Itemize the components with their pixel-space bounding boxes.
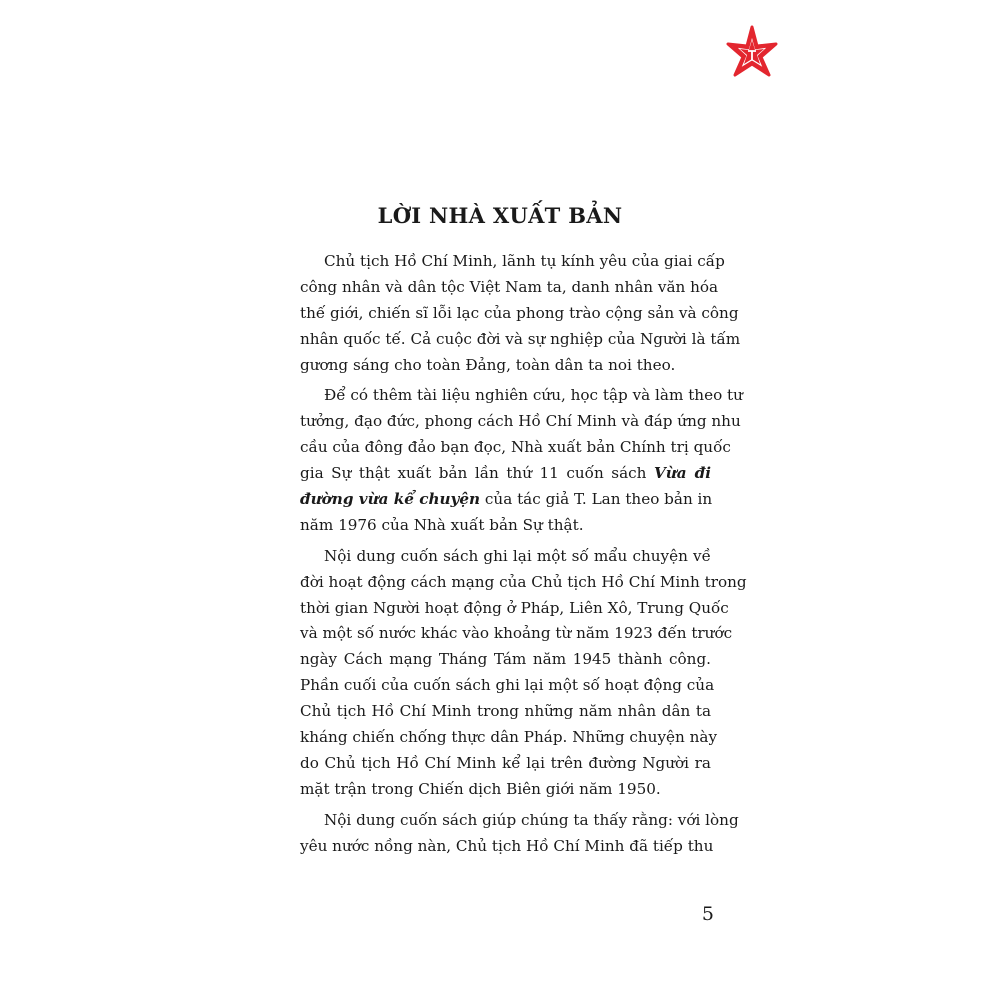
text-line: đời hoạt động cách mạng của Chủ tịch Hồ Chí Minh trong bbox=[300, 572, 747, 591]
publisher-star-logo-icon bbox=[722, 24, 782, 84]
text-segment: gia Sự thật xuất bản lần thứ 11 cuốn sách bbox=[300, 464, 654, 483]
body-text bbox=[300, 249, 747, 859]
book-title: đường vừa kể chuyện bbox=[300, 490, 481, 509]
text-line: công nhân và dân tộc Việt Nam ta, danh nhân văn hóa bbox=[300, 277, 719, 296]
text-line: tưởng, đạo đức, phong cách Hồ Chí Minh và đáp ứng nhu bbox=[300, 412, 741, 431]
paragraph-4 bbox=[300, 808, 739, 860]
text-line: năm 1976 của Nhà xuất bản Sự thật. bbox=[300, 515, 584, 534]
text-line: Nội dung cuốn sách giúp chúng ta thấy rằng: với lòng bbox=[324, 810, 739, 829]
text-line: nhân quốc tế. Cả cuộc đời và sự nghiệp của Người là tấm bbox=[300, 329, 741, 348]
paragraph-3 bbox=[300, 544, 747, 803]
text-line bbox=[300, 461, 711, 487]
text-line: thế giới, chiến sĩ lỗi lạc của phong trào cộng sản và công bbox=[300, 303, 739, 322]
text-line: Để có thêm tài liệu nghiên cứu, học tập và làm theo tư bbox=[324, 386, 743, 405]
text-line: mặt trận trong Chiến dịch Biên giới năm 1950. bbox=[300, 779, 661, 798]
text-line: yêu nước nồng nàn, Chủ tịch Hồ Chí Minh đã tiếp thu bbox=[300, 836, 714, 855]
book-title: Vừa đi bbox=[653, 464, 712, 483]
text-line bbox=[300, 487, 711, 513]
text-line: Phần cuối của cuốn sách ghi lại một số hoạt động của bbox=[300, 676, 715, 695]
text-line: thời gian Người hoạt động ở Pháp, Liên Xô, Trung Quốc bbox=[300, 598, 729, 617]
text-line: Chủ tịch Hồ Chí Minh, lãnh tụ kính yêu của giai cấp bbox=[324, 252, 725, 270]
paragraph-2 bbox=[300, 383, 743, 538]
text-line: cầu của đông đảo bạn đọc, Nhà xuất bản Chính trị quốc bbox=[300, 438, 731, 457]
text-line: gương sáng cho toàn Đảng, toàn dân ta noi theo. bbox=[300, 355, 676, 374]
text-segment: của tác giả T. Lan theo bản in bbox=[480, 490, 713, 509]
page-title: LỜI NHÀ XUẤT BẢN bbox=[377, 203, 623, 228]
paragraph-1 bbox=[300, 249, 741, 378]
text-line: do Chủ tịch Hồ Chí Minh kể lại trên đường Người ra bbox=[300, 753, 711, 772]
text-line: Chủ tịch Hồ Chí Minh trong những năm nhân dân ta bbox=[300, 702, 711, 721]
page-number: 5 bbox=[701, 903, 714, 925]
text-line: và một số nước khác vào khoảng từ năm 1923 đến trước bbox=[300, 624, 733, 643]
text-line: ngày Cách mạng Tháng Tám năm 1945 thành công. bbox=[300, 650, 711, 669]
text-line: Nội dung cuốn sách ghi lại một số mẩu chuyện về bbox=[324, 546, 711, 565]
text-line: kháng chiến chống thực dân Pháp. Những chuyện này bbox=[300, 728, 718, 747]
